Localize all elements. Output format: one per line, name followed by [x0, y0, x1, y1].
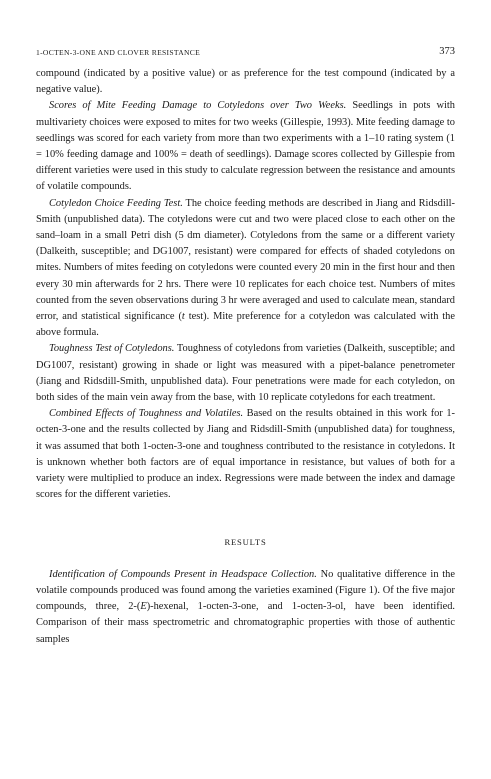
running-head: 1-OCTEN-3-ONE AND CLOVER RESISTANCE [36, 48, 201, 57]
paragraph-choice-feeding [36, 196, 455, 342]
subsection-title-mite-damage: Scores of Mite Feeding Damage to Cotyledons over Two Weeks. [49, 100, 347, 112]
section-heading-results: RESULTS [224, 537, 267, 548]
paragraph-combined-effects [36, 406, 455, 503]
paragraph-mite-damage-scores [36, 98, 455, 195]
italic-t: t [181, 311, 185, 323]
paragraph-identification [36, 567, 455, 648]
subsection-title-toughness: Toughness Test of Cotyledons. [49, 343, 175, 355]
paragraph-text: )-hexenal, 1-octen-3-one, and 1-octen-3-ol, have been identified. Comparison of their mass spectrometric and chromatographic properties with those of authentic samples [36, 601, 455, 645]
paragraph-continuation: compound (indicated by a positive value) or as preference for the test compound (indicated by a negative value). [36, 68, 455, 96]
page-number: 373 [439, 46, 455, 57]
body-text [36, 66, 455, 648]
italic-e: E [140, 601, 147, 613]
paragraph-text: Toughness of cotyledons from varieties (Dalkeith, susceptible; and DG1007, resistant) growing in shade or light was measured with a pipet-balance penetrometer (Jiang and Ridsdill-Smith, unpublished data). Four penetrations were made for each cotyledon, on both sides of the main vein away from the base, with 10 replicate cotyledons for each treatment. [36, 343, 456, 404]
paragraph-text: Based on the results obtained in this work for 1-octen-3-one and the results collected by Jiang and Ridsdill-Smith (unpublished data) for toughness, it was assumed that both 1-octen-3-one and toughness contributed to the resistance in cotyledons. It is unknown whether both factors are of equal importance in resistance, but values of both for a variety were multiplied to produce an index. Regressions were made between the index and damage scores for the different varieties. [36, 408, 455, 501]
paragraph-text: No qualitative difference in the volatile compounds produced was found among the varieties examined (Figure 1). Of the five major compounds, three, 2-( [36, 568, 455, 613]
paragraph-toughness-test [36, 341, 455, 406]
paragraph-text: The choice feeding methods are described in Jiang and Ridsdill-Smith (unpublished data). The cotyledons were cut and two were placed close to each other on the sand–loam in a small Petri dish (5 dm diameter). Cotyledons from the same or a different variety (Dalkeith, susceptible; and DG1007, resistant) were compared for effects of shaded cotyledons on mites. Numbers of mites feeding on cotyledons were counted every 20 min in the first hour and then every 30 min afterwards for 2 hrs. There were 10 replicates for each choice test. Numbers of mites counted from the seven observations during 3 hr were averaged and used to calculate mean, standard error, and statistical significance ( [36, 197, 455, 323]
subsection-title-combined-effects: Combined Effects of Toughness and Volatiles. [49, 408, 244, 420]
subsection-title-choice-feeding: Cotyledon Choice Feeding Test. [49, 197, 183, 209]
subsection-title-identification: Identification of Compounds Present in Headspace Collection. [49, 568, 317, 580]
paragraph-text: Seedlings in pots with multivariety choices were exposed to mites for two weeks (Gillespie, 1993). Mite feeding damage to seedlings was scored for each variety from more than two experiments with a 1–10 rating system (1 = 10% feeding damage and 100% = death of seedlings). Damage scores collected by Gillespie from different varieties were used in this study to calculate regression between the resistance and amounts of volatile compounds. [36, 100, 455, 193]
paragraph-text: test). Mite preference for a cotyledon was calculated with the above formula. [36, 311, 455, 339]
